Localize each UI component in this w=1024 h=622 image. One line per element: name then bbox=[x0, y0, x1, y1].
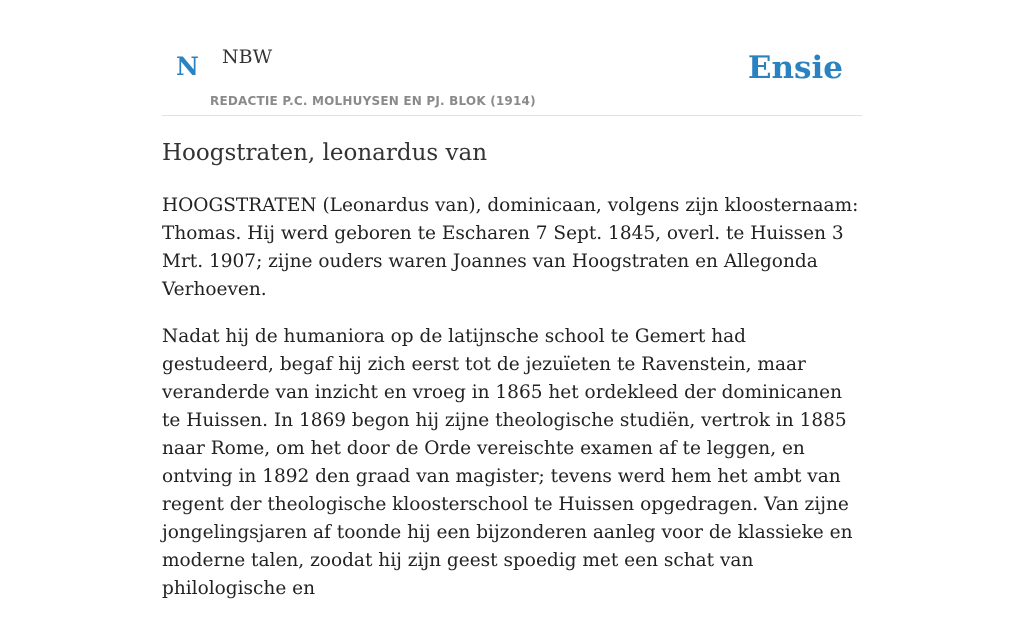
ensie-logo[interactable]: Ensie bbox=[747, 50, 843, 86]
source-subtitle: REDACTIE P.C. MOLHUYSEN EN PJ. BLOK (1914) bbox=[210, 94, 536, 108]
article-body bbox=[162, 192, 862, 622]
source-logo[interactable]: N bbox=[176, 52, 199, 81]
page-header bbox=[162, 0, 862, 116]
page bbox=[162, 0, 862, 599]
source-name[interactable]: NBW bbox=[222, 46, 273, 68]
article-title: Hoogstraten, leonardus van bbox=[162, 140, 488, 166]
article-paragraph: Nadat hij de humaniora op de latijnsche school te Gemert had gestudeerd, begaf hij zich eerst tot de jezuïeten te Ravenstein, maar veranderde van inzicht en vroeg in 1865 het ordekleed der dominicanen te Huissen. In 1869 begon hij zijne theologische studiën, vertrok in 1885 naar Rome, om het door de Orde vereischte examen af te leggen, en ontving in 1892 den graad van magister; tevens werd hem het ambt van regent der theologische kloosterschool te Huissen opgedragen. Van zijne jongelingsjaren af toonde hij een bijzonderen aanleg voor de klassieke en moderne talen, zoodat hij zijn geest spoedig met een schat van philologische en bbox=[162, 326, 853, 599]
article-paragraph: HOOGSTRATEN (Leonardus van), dominicaan, volgens zijn kloosternaam: Thomas. Hij werd geboren te Escharen 7 Sept. 1845, overl. te Huissen 3 Mrt. 1907; zijne ouders waren Joannes van Hoogstraten en Allegonda Verhoeven. bbox=[162, 195, 859, 300]
